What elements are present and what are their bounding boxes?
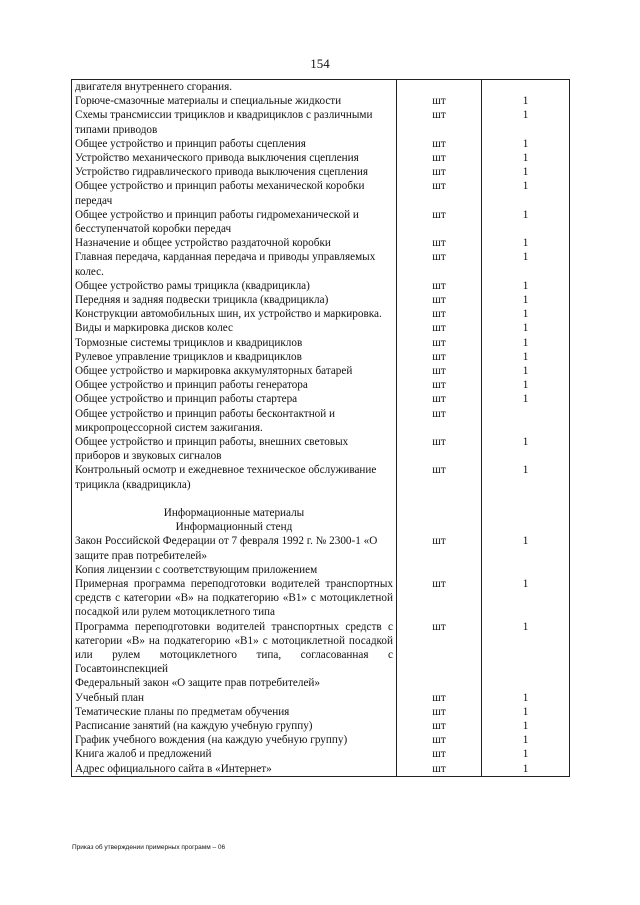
table-row <box>72 80 570 95</box>
unit-cell: шт <box>397 137 482 151</box>
table-row <box>72 407 570 435</box>
item-name-cell: Назначение и общее устройство раздаточной коробки <box>72 236 397 250</box>
footer-note: Приказ об утверждении примерных программ – 06 <box>72 844 226 851</box>
table-row <box>72 392 570 406</box>
item-name-cell: Рулевое управление трициклов и квадрициклов <box>72 350 397 364</box>
unit-cell: шт <box>397 463 482 491</box>
item-name-cell: Копия лицензии с соответствующим приложением <box>72 563 397 577</box>
table-row <box>72 691 570 705</box>
quantity-cell: 1 <box>482 705 570 719</box>
section-heading: Информационные материалы <box>72 506 397 520</box>
quantity-cell: 1 <box>482 321 570 335</box>
table-row <box>72 534 570 562</box>
unit-cell: шт <box>397 435 482 463</box>
item-name-cell: Конструкции автомобильных шин, их устройство и маркировка. <box>72 307 397 321</box>
item-name-cell: Контрольный осмотр и ежедневное техническое обслуживание трицикла (квадрицикла) <box>72 463 397 491</box>
quantity-cell: 1 <box>482 364 570 378</box>
table-row <box>72 620 570 677</box>
quantity-cell: 1 <box>482 293 570 307</box>
quantity-cell: 1 <box>482 378 570 392</box>
page-number: 154 <box>310 56 330 71</box>
table-row <box>72 293 570 307</box>
quantity-cell: 1 <box>482 279 570 293</box>
unit-cell: шт <box>397 719 482 733</box>
unit-cell: шт <box>397 762 482 777</box>
item-name-cell: Главная передача, карданная передача и приводы управляемых колес. <box>72 250 397 278</box>
section-heading-row <box>72 506 570 520</box>
table-row <box>72 208 570 236</box>
empty-cell <box>482 520 570 534</box>
empty-cell <box>397 492 482 506</box>
quantity-cell: 1 <box>482 336 570 350</box>
table-row <box>72 676 570 690</box>
item-name-cell: двигателя внутреннего сгорания. <box>72 80 397 95</box>
table-row <box>72 307 570 321</box>
unit-cell <box>397 80 482 95</box>
table-row <box>72 364 570 378</box>
unit-cell: шт <box>397 364 482 378</box>
item-name-cell: Закон Российской Федерации от 7 февраля 1992 г. № 2300-1 «О защите прав потребителей» <box>72 534 397 562</box>
table-row <box>72 279 570 293</box>
item-name-cell: Виды и маркировка дисков колес <box>72 321 397 335</box>
item-name-cell: Устройство механического привода выключения сцепления <box>72 151 397 165</box>
table-row <box>72 577 570 620</box>
unit-cell <box>397 676 482 690</box>
quantity-cell: 1 <box>482 435 570 463</box>
quantity-cell: 1 <box>482 620 570 677</box>
table-row <box>72 762 570 777</box>
unit-cell: шт <box>397 378 482 392</box>
item-name-cell: Адрес официального сайта в «Интернет» <box>72 762 397 777</box>
item-name-cell: Передняя и задняя подвески трицикла (квадрицикла) <box>72 293 397 307</box>
table-row <box>72 747 570 761</box>
section-heading-row <box>72 520 570 534</box>
quantity-cell: 1 <box>482 719 570 733</box>
item-name-cell: Общее устройство и принцип работы бесконтактной и микропроцессорной систем зажигания. <box>72 407 397 435</box>
item-name-cell: Схемы трансмиссии трициклов и квадрициклов с различными типами приводов <box>72 108 397 136</box>
item-name-cell: Тормозные системы трициклов и квадрициклов <box>72 336 397 350</box>
unit-cell: шт <box>397 321 482 335</box>
unit-cell: шт <box>397 691 482 705</box>
unit-cell: шт <box>397 733 482 747</box>
quantity-cell: 1 <box>482 733 570 747</box>
item-name-cell: Общее устройство и маркировка аккумуляторных батарей <box>72 364 397 378</box>
item-name-cell: Расписание занятий (на каждую учебную группу) <box>72 719 397 733</box>
unit-cell: шт <box>397 250 482 278</box>
empty-cell <box>397 520 482 534</box>
quantity-cell: 1 <box>482 747 570 761</box>
quantity-cell: 1 <box>482 762 570 777</box>
table-row <box>72 705 570 719</box>
quantity-cell: 1 <box>482 577 570 620</box>
unit-cell: шт <box>397 336 482 350</box>
quantity-cell: 1 <box>482 208 570 236</box>
empty-cell <box>397 506 482 520</box>
quantity-cell: 1 <box>482 94 570 108</box>
unit-cell: шт <box>397 108 482 136</box>
item-name-cell: Устройство гидравлического привода выключения сцепления <box>72 165 397 179</box>
quantity-cell: 1 <box>482 392 570 406</box>
item-name-cell: Общее устройство и принцип работы генератора <box>72 378 397 392</box>
quantity-cell: 1 <box>482 236 570 250</box>
unit-cell: шт <box>397 293 482 307</box>
table-row <box>72 108 570 136</box>
table-row <box>72 378 570 392</box>
quantity-cell: 1 <box>482 250 570 278</box>
quantity-cell: 1 <box>482 350 570 364</box>
quantity-cell <box>482 563 570 577</box>
table-row <box>72 435 570 463</box>
quantity-cell: 1 <box>482 307 570 321</box>
unit-cell: шт <box>397 165 482 179</box>
quantity-cell: 1 <box>482 463 570 491</box>
item-name-cell: Федеральный закон «О защите прав потребителей» <box>72 676 397 690</box>
empty-cell <box>72 492 397 506</box>
item-name-cell: Программа переподготовки водителей транспортных средств с категории «B» на подкатегорию «B1» с мотоциклетной посадкой или рулем мотоциклетного типа, согласованная с Госавтоинспекцией <box>72 620 397 677</box>
item-name-cell: Общее устройство и принцип работы стартера <box>72 392 397 406</box>
item-name-cell: Общее устройство и принцип работы механической коробки передач <box>72 179 397 207</box>
unit-cell: шт <box>397 279 482 293</box>
table-row <box>72 336 570 350</box>
item-name-cell: График учебного вождения (на каждую учебную группу) <box>72 733 397 747</box>
table-row <box>72 94 570 108</box>
unit-cell: шт <box>397 350 482 364</box>
section-heading: Информационный стенд <box>72 520 397 534</box>
empty-cell <box>482 492 570 506</box>
quantity-cell: 1 <box>482 179 570 207</box>
table-row <box>72 463 570 491</box>
spacer-row <box>72 492 570 506</box>
table-row <box>72 321 570 335</box>
unit-cell: шт <box>397 534 482 562</box>
quantity-cell: 1 <box>482 151 570 165</box>
item-name-cell: Общее устройство и принцип работы сцепления <box>72 137 397 151</box>
item-name-cell: Горюче-смазочные материалы и специальные жидкости <box>72 94 397 108</box>
item-name-cell: Книга жалоб и предложений <box>72 747 397 761</box>
quantity-cell <box>482 676 570 690</box>
quantity-cell <box>482 80 570 95</box>
unit-cell: шт <box>397 307 482 321</box>
unit-cell: шт <box>397 179 482 207</box>
unit-cell: шт <box>397 747 482 761</box>
table-row <box>72 179 570 207</box>
table-row <box>72 165 570 179</box>
quantity-cell: 1 <box>482 108 570 136</box>
quantity-cell: 1 <box>482 691 570 705</box>
quantity-cell <box>482 407 570 435</box>
unit-cell: шт <box>397 577 482 620</box>
unit-cell: шт <box>397 151 482 165</box>
item-name-cell: Тематические планы по предметам обучения <box>72 705 397 719</box>
item-name-cell: Примерная программа переподготовки водителей транспортных средств с категории «B» на подкатегорию «B1» с мотоциклетной посадкой или рулем мотоциклетного типа <box>72 577 397 620</box>
item-name-cell: Общее устройство и принцип работы, внешних световых приборов и звуковых сигналов <box>72 435 397 463</box>
unit-cell: шт <box>397 705 482 719</box>
item-name-cell: Учебный план <box>72 691 397 705</box>
unit-cell: шт <box>397 208 482 236</box>
quantity-cell: 1 <box>482 534 570 562</box>
unit-cell: шт <box>397 392 482 406</box>
equipment-table <box>71 79 570 777</box>
table-row <box>72 563 570 577</box>
quantity-cell: 1 <box>482 165 570 179</box>
unit-cell: шт <box>397 407 482 435</box>
table-row <box>72 719 570 733</box>
table-row <box>72 250 570 278</box>
item-name-cell: Общее устройство рамы трицикла (квадрицикла) <box>72 279 397 293</box>
table-row <box>72 350 570 364</box>
item-name-cell: Общее устройство и принцип работы гидромеханической и бесступенчатой коробки передач <box>72 208 397 236</box>
table-row <box>72 236 570 250</box>
quantity-cell: 1 <box>482 137 570 151</box>
unit-cell: шт <box>397 236 482 250</box>
unit-cell: шт <box>397 620 482 677</box>
table-row <box>72 151 570 165</box>
empty-cell <box>482 506 570 520</box>
table-body <box>72 80 570 777</box>
table-row <box>72 137 570 151</box>
unit-cell: шт <box>397 94 482 108</box>
unit-cell <box>397 563 482 577</box>
table-row <box>72 733 570 747</box>
